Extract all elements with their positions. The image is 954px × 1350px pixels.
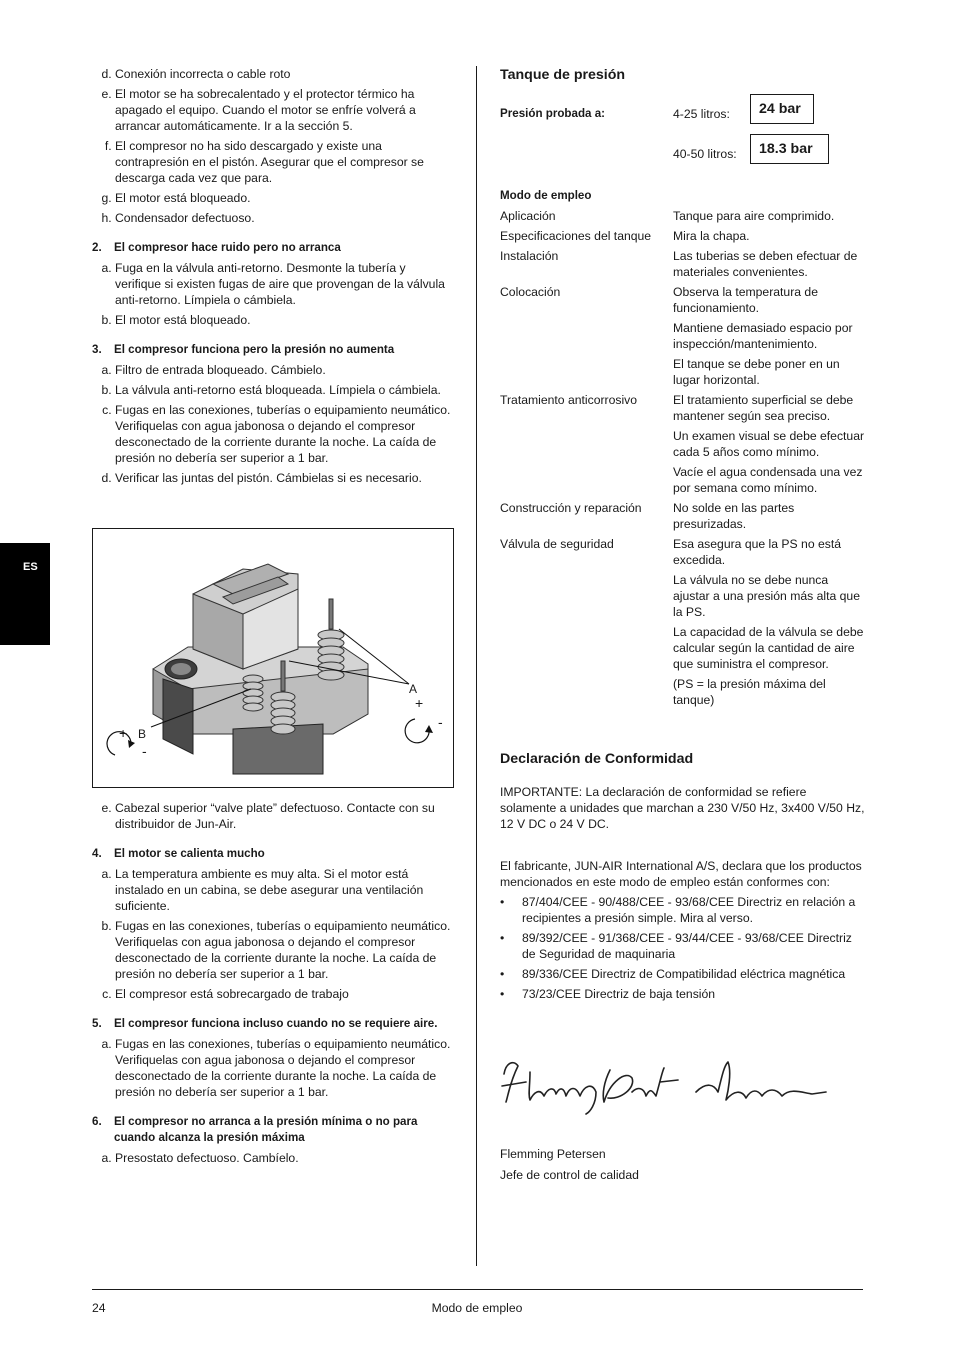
section-2 [92,240,454,328]
list-item-letter: a. [101,261,112,275]
spec-row [500,392,866,424]
list-item-letter: g. [101,191,112,205]
spec-row [500,464,866,496]
list-item-text: El compresor está sobrecargado de trabajo [115,987,349,1001]
declaration-important: IMPORTANTE: La declaración de conformidad se refiere solamente a unidades que marchan a 230 V/50 Hz, 3x400 V/50 Hz, 12 V DC o 24 V DC. [500,785,865,831]
section-heading [92,846,454,862]
spec-value: Un examen visual se debe efectuar cada 5 años como mínimo. [673,429,865,459]
list-item-letter: a. [101,363,112,377]
signer-name: Flemming Petersen [500,1147,606,1161]
section-heading [92,240,454,256]
spec-key [500,320,673,352]
list-item [92,190,454,206]
spec-row [500,536,866,568]
bullet-text: 73/23/CEE Directriz de baja tensión [522,987,716,1001]
pressure-size: 40-50 litros: [673,147,737,161]
list-item-text: Fugas en las conexiones, tuberías o equipamiento neumático. Verifiquelas con agua jabonosa o dejando el compresor desconectado de la corriente durante la noche. La caída de presión no debería ser superior a 1 bar. [115,403,451,465]
list-item: e. Cabezal superior “valve plate” defectuoso. Contacte con su distribuidor de Jun-Air. [101,801,435,831]
bullet-icon: • [500,987,505,1001]
footer-rule [92,1289,863,1290]
spec-key [500,572,673,620]
left-column-top [92,66,454,490]
list-item-letter: a. [101,1037,112,1051]
declaration-bullet [500,986,866,1002]
spec-row [500,248,866,280]
spec-value: Tanque para aire comprimido. [673,209,835,223]
spec-key [500,428,673,460]
spec-value: (PS = la presión máxima del tanque) [673,677,826,707]
label-b: B [138,727,147,741]
spec-row [500,624,866,672]
list-item-text: Verificar las juntas del pistón. Cámbielas si es necesario. [115,471,422,485]
spec-value: Mira la chapa. [673,229,750,243]
list-item-text: Condensador defectuoso. [115,211,255,225]
spec-row [500,320,866,352]
pressure-value-box: 24 bar [750,94,814,124]
spec-key [500,464,673,496]
declaration-bullet [500,930,866,962]
spec-row [500,676,866,708]
list-item-text: Conexión incorrecta o cable roto [115,67,291,81]
declaration-bullet [500,966,866,982]
list-item-letter: e. [101,87,112,101]
section-6 [92,1114,454,1166]
right-column [500,66,866,1183]
list-item-letter: c. [102,987,112,1001]
section-title: El motor se calienta mucho [114,847,265,860]
spec-value: La válvula no se debe nunca ajustar a una presión más alta que la PS. [673,573,860,619]
list-item-letter: d. [101,67,112,81]
declaration-title: Declaración de Conformidad [500,751,694,767]
signature [500,1006,866,1116]
list-item [92,66,454,82]
section-heading [92,1016,454,1032]
spec-key: Especificaciones del tanque [500,229,652,243]
section-title: El compresor hace ruido pero no arranca [114,241,341,254]
list-item [92,312,454,328]
section-number: 2. [92,241,102,254]
spec-key [500,356,673,388]
declaration-intro: El fabricante, JUN-AIR International A/S, declara que los productos mencionados en este modo de empleo están conformes con: [500,859,862,889]
page-number: 24 [92,1301,106,1315]
signature-image [500,1052,840,1122]
language-tab-label: ES [23,561,38,573]
spec-row [500,428,866,460]
label-a: A [409,682,418,696]
list-item-text: Fugas en las conexiones, tuberías o equipamiento neumático. Verifiquelas con agua jabonosa o dejando el compresor desconectado de la corriente durante la noche. La caída de presión no debería ser superior a 1 bar. [115,919,451,981]
section-3 [92,342,454,486]
spec-value: Las tuberias se deben efectuar de materiales convenientes. [673,249,858,279]
spec-key: Instalación [500,249,559,263]
bullet-icon: • [500,931,505,945]
spec-key [500,676,673,708]
footer-title: Modo de empleo [431,1301,523,1315]
section-title: El compresor funciona incluso cuando no se requiere aire. [114,1017,438,1030]
section-4 [92,846,454,1002]
spec-row [500,228,866,244]
list-item-text: El motor está bloqueado. [115,313,251,327]
declaration-bullet [500,894,866,926]
section-5 [92,1016,454,1100]
spec-row [500,356,866,388]
list-item-letter: a. [101,867,112,881]
spec-key: Tratamiento anticorrosivo [500,393,638,407]
tank-title: Tanque de presión [500,67,626,83]
pressure-label: Presión probada a: [500,107,606,120]
list-item-letter: b. [101,313,112,327]
list-item [92,1036,454,1100]
spec-key: Construcción y reparación [500,501,642,515]
label-plus-b: + [119,725,128,741]
list-item-letter: d. [101,471,112,485]
section-number: 4. [92,847,102,860]
bullet-icon: • [500,967,505,981]
list-item-letter: b. [101,383,112,397]
spec-value: El tratamiento superficial se debe mantener según sea preciso. [673,393,854,423]
list-item-letter: f. [104,139,112,153]
pressure-value-box: 18.3 bar [750,134,829,164]
list-item [92,1150,454,1166]
list-item-text: Presostato defectuoso. Cambíelo. [115,1151,299,1165]
spec-row [500,500,866,532]
left-column-bottom [92,800,454,1170]
spec-row [500,208,866,224]
label-minus-b: - [142,743,147,759]
spec-key: Colocación [500,285,561,299]
pressure-switch-figure [92,528,454,788]
list-item-letter: c. [102,403,112,417]
list-item-text: La temperatura ambiente es muy alta. Si el motor está instalado en un cabina, se debe asegurar una ventilación suficiente. [115,867,424,913]
list-item-letter: b. [101,919,112,933]
bullet-icon: • [500,895,505,909]
section-heading [92,342,454,358]
list-item [92,210,454,226]
list-item [92,260,454,308]
spec-value: No solde en las partes presurizadas. [673,501,795,531]
usage-specs [500,208,866,708]
spec-key: Aplicación [500,209,556,223]
label-minus-a: - [438,714,443,730]
spec-value: Vacíe el agua condensada una vez por semana como mínimo. [673,465,863,495]
section-title: El compresor no arranca a la presión mínima o no para cuando alcanza la presión máxima [114,1115,418,1144]
section-number: 3. [92,343,102,356]
list-item-text: La válvula anti-retorno está bloqueada. Límpiela o cámbiela. [115,383,441,397]
list-item [92,86,454,134]
pressure-switch-illustration [93,529,453,787]
list-item-letter: a. [101,1151,112,1165]
label-plus-a: + [415,695,424,711]
spec-value: El tanque se debe poner en un lugar horizontal. [673,357,840,387]
list-item [92,362,454,378]
list-item [92,986,454,1002]
spec-value: Observa la temperatura de funcionamiento. [673,285,818,315]
declaration-bullets [500,894,866,1002]
spec-row [500,284,866,316]
pressure-size: 4-25 litros: [673,107,730,121]
list-item-text: Fuga en la válvula anti-retorno. Desmonte la tubería y verifique si existen fugas de aire que provengan de la válvula anti-retorno. Límpiela o cámbiela. [115,261,445,307]
signer-role: Jefe de control de calidad [500,1168,639,1182]
section-number: 5. [92,1017,102,1030]
section-number: 6. [92,1115,102,1128]
section-heading [92,1114,454,1146]
list-item-text: El motor se ha sobrecalentado y el protector térmico ha apagado el equipo. Cuando el motor se enfríe volverá a arrancar automáticamente. Ir a la sección 5. [115,87,416,133]
list-item [92,402,454,466]
bullet-text: 89/392/CEE - 91/368/CEE - 93/44/CEE - 93/68/CEE Directriz de Seguridad de maquinaria [522,931,852,961]
spec-row [500,572,866,620]
section-title: El compresor funciona pero la presión no aumenta [114,343,395,356]
list-item-text: Fugas en las conexiones, tuberías o equipamiento neumático. Verifiquelas con agua jabonosa o dejando el compresor desconectado de la corriente durante la noche. La caída de presión no debería ser superior a 1 bar. [115,1037,451,1099]
list-item [92,138,454,186]
pressure-row-2 [500,141,866,186]
spec-value: Esa asegura que la PS no está excedida. [673,537,842,567]
list-causes-1 [92,66,454,226]
list-item [92,918,454,982]
usage-title: Modo de empleo [500,189,592,202]
column-divider [476,66,477,1266]
language-tab [0,543,50,645]
spec-key: Válvula de seguridad [500,537,614,551]
list-item-text: El compresor no ha sido descargado y existe una contrapresión en el pistón. Asegurar que el compresor se descarga cada vez que para. [115,139,424,185]
bullet-text: 89/336/CEE Directriz de Compatibilidad eléctrica magnética [522,967,846,981]
list-item [92,382,454,398]
list-item-text: El motor está bloqueado. [115,191,251,205]
spec-value: Mantiene demasiado espacio por inspección/mantenimiento. [673,321,853,351]
list-item-text: Filtro de entrada bloqueado. Cámbielo. [115,363,326,377]
bullet-text: 87/404/CEE - 90/488/CEE - 93/68/CEE Directriz en relación a recipientes a presión simple. Mira al verso. [522,895,856,925]
spec-value: La capacidad de la válvula se debe calcular según la cantidad de aire que suministra el compresor. [673,625,864,671]
spec-key [500,624,673,672]
list-item [92,866,454,914]
list-item [92,470,454,486]
list-item-letter: h. [101,211,112,225]
